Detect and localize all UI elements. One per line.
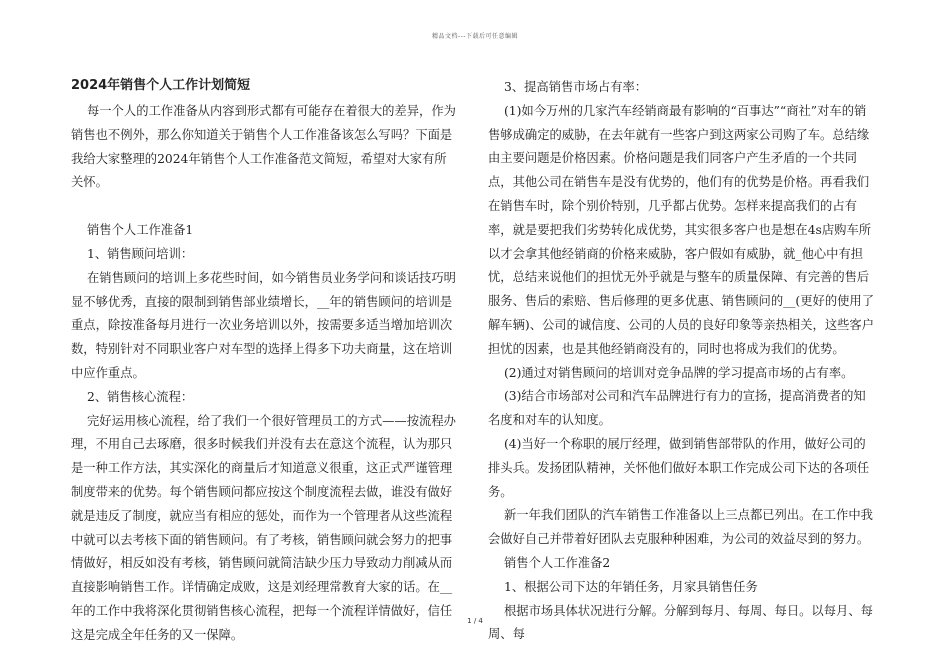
item-1-body: 在销售顾问的培训上多花些时间，如今销售员业务学问和谈话技巧明显不够优秀，直接的限制到销售部业绩增长，__年的销售顾问的培训是重点，除按准备每月进行一次业务培训以外，按需要多适当增加培训次数，特别针对不同职业客户对车型的选择上得多下功夫商量，这在培训中应作重点。 bbox=[71, 270, 456, 380]
item-3-point-4: (4)当好一个称职的展厅经理，做到销售部带队的作用，做好公司的排头兵。发扬团队精神，关怀他们做好本职工作完成公司下达的各项任务。 bbox=[488, 436, 870, 499]
item-3-heading: 3、提高销售市场占有率： bbox=[504, 80, 648, 94]
item-2-body: 完好运用核心流程，给了我们一个很好管理员工的方式——按流程办理，不用自己去琢磨，很多时候我们并没有去在意这个流程，认为那只是一种工作方法，其实深化的商量后才知道意义很重，这正式严谨管理制度带来的优势。每个销售顾问都应按这个制度流程去做，谁没有做好就是违反了制度，就应当有相应的惩处，而作为一个管理者从这些流程中就可以去考核下面的销售顾问。有了考核，销售顾问就会努力的把事情做好，相反如没有考核，销售顾问就简洁缺少压力导致动力削减从而直接影响销售工作。详情确定成败，这是刘经理常教育大家的话。在__年的工作中我将深化贯彻销售核心流程，把每一个流程详情做好，信任这是完成全年任务的又一保障。 bbox=[71, 413, 456, 642]
paragraph-spacer bbox=[71, 195, 457, 219]
section-2-item-1-body: 根据市场具体状况进行分解。分解到每月、每周、每日。以每月、每周、每 bbox=[488, 603, 873, 642]
right-column bbox=[488, 76, 874, 647]
page-number: 1 / 4 bbox=[467, 617, 483, 625]
document-title: 2024年销售个人工作计划简短 bbox=[71, 78, 251, 93]
item-3-point-2: (2)通过对销售顾问的培训对竞争品牌的学习提高市场的占有率。 bbox=[504, 365, 854, 380]
section-2-item-1-heading: 1、根据公司下达的年销任务，月家具销售任务 bbox=[504, 579, 758, 594]
section-2-heading: 销售个人工作准备2 bbox=[504, 555, 611, 570]
closing-paragraph: 新一年我们团队的汽车销售工作准备以上三点都已列出。在工作中我会做好自己并带着好团队去克服种种困难，为公司的效益尽到的努力。 bbox=[488, 508, 873, 547]
intro-paragraph: 每一个人的工作准备从内容到形式都有可能存在着很大的差异，作为销售也不例外，那么你知道关于销售个人工作准备该怎么写吗？下面是我给大家整理的2024年销售个人工作准备范文简短，希望对大家有所关怀。 bbox=[71, 104, 456, 190]
item-1-heading: 1、销售顾问培训： bbox=[87, 246, 194, 261]
item-3-point-1: (1)如今万州的几家汽车经销商最有影响的“百事达”“商社”对车的销售够成确定的威胁，在去年就有一些客户到这两家公司购了车。总结缘由主要问题是价格因素。价格问题是我们同客户产生矛盾的一个共同点，其他公司在销售车是没有优势的，他们有的优势是价格。再看我们在销售车时，除个别价特别，几乎都占优势。怎样来提高我们的占有率，就是要把我们劣势转化成优势，其实很多客户也是想在4s店购车所以才会拿其他经销商的价格来威胁，客户假如有威胁，就_他心中有担忧，总结来说他们的担忧无外乎就是与整车的质量保障、有完善的售后服务、售后的索赔、售后修理的更多优惠、销售顾问的__(更好的使用了解车辆)、公司的诚信度、公司的人员的良好印象等亲热相关，这些客户担忧的因素，也是其他经销商没有的，同时也将成为我们的优势。 bbox=[488, 103, 875, 356]
item-3-point-3: (3)结合市场部对公司和汽车品牌进行有力的宣扬，提高消费者的知名度和对车的认知度。 bbox=[488, 389, 866, 428]
header-note: 精品文档---下载后可任意编辑 bbox=[432, 33, 518, 40]
item-2-heading: 2、销售核心流程： bbox=[87, 389, 194, 404]
section-1-heading: 销售个人工作准备1 bbox=[87, 223, 194, 238]
left-column bbox=[71, 76, 457, 648]
